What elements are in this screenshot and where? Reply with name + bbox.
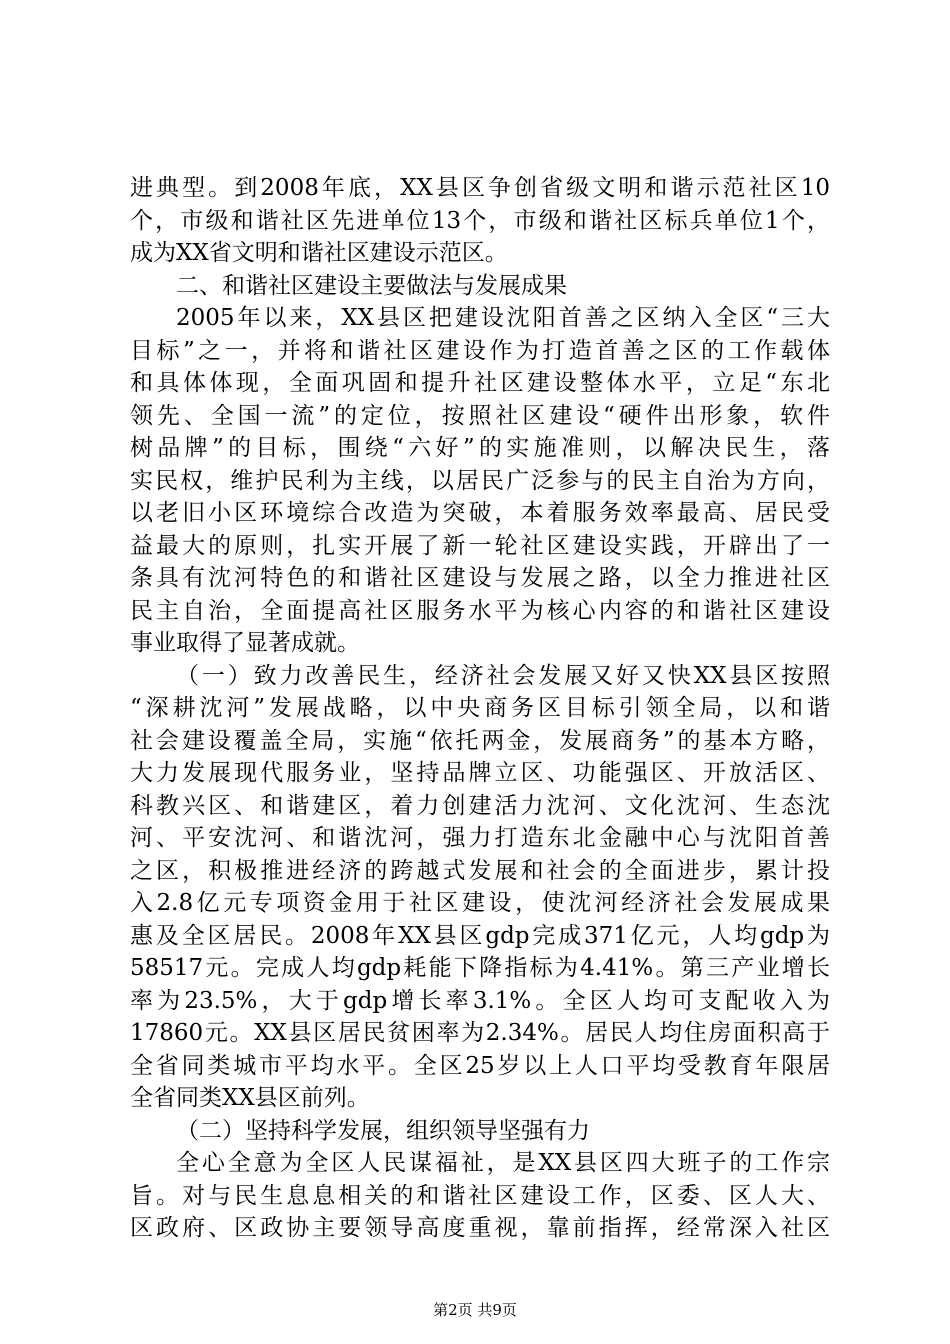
- text-line: 成为XX省文明和谐社区建设示范区。: [130, 240, 508, 266]
- text-line: （二）坚持科学发展，组织领导坚强有力: [176, 1117, 590, 1144]
- text-line: 入2.8亿元专项资金用于社区建设，使沈河经济社会发展成果: [130, 890, 830, 916]
- text-line: 事业取得了显著成就。: [130, 630, 360, 656]
- text-line: 以老旧小区环境综合改造为突破，本着服务效率最高、居民受: [130, 500, 830, 526]
- text-line: 全省同类城市平均水平。全区25岁以上人口平均受教育年限居: [130, 1052, 830, 1079]
- text-line: 社会建设覆盖全局，实施“依托两金，发展商务”的基本方略，: [130, 727, 830, 754]
- text-line: 旨。对与民生息息相关的和谐社区建设工作，区委、区人大、: [130, 1182, 830, 1209]
- text-line: （一）致力改善民生，经济社会发展又好又快XX县区按照: [176, 662, 830, 689]
- text-line: 条具有沈河特色的和谐社区建设与发展之路，以全力推进社区: [130, 565, 830, 591]
- text-line: 2005年以来，XX县区把建设沈阳首善之区纳入全区“三大: [176, 305, 830, 331]
- text-line: 58517元。完成人均gdp耗能下降指标为4.41%。第三产业增长: [130, 955, 830, 981]
- text-line: 全心全意为全区人民谋福祉，是XX县区四大班子的工作宗: [176, 1150, 830, 1176]
- page-footer: 第2页 共9页: [433, 1301, 517, 1319]
- text-line: 实民权，维护民利为主线，以居民广泛参与的民主自治为方向，: [130, 467, 830, 494]
- text-line: 目标”之一，并将和谐社区建设作为打造首善之区的工作载体: [130, 337, 830, 364]
- text-line: 17860元。XX县区居民贫困率为2.34%。居民人均住房面积高于: [130, 1020, 830, 1046]
- text-line: 惠及全区居民。2008年XX县区gdp完成371亿元，人均gdp为: [130, 922, 830, 949]
- text-line: 之区，积极推进经济的跨越式发展和社会的全面进步，累计投: [130, 857, 830, 884]
- text-line: 区政府、区政协主要领导高度重视，靠前指挥，经常深入社区: [130, 1215, 830, 1241]
- text-line: 和具体体现，全面巩固和提升社区建设整体水平，立足“东北: [130, 370, 830, 396]
- body-text: [130, 172, 830, 1245]
- text-line: 全省同类XX县区前列。: [130, 1085, 370, 1111]
- text-line: 率为23.5%，大于gdp增长率3.1%。全区人均可支配收入为: [130, 987, 830, 1014]
- text-line: 河、平安沈河、和谐沈河，强力打造东北金融中心与沈阳首善: [130, 825, 830, 851]
- text-line: 树品牌”的目标，围绕“六好”的实施准则，以解决民生，落: [130, 435, 830, 461]
- text-line: 进典型。到2008年底，XX县区争创省级文明和谐示范社区10: [130, 175, 830, 201]
- text-line: 益最大的原则，扎实开展了新一轮社区建设实践，开辟出了一: [130, 532, 830, 559]
- text-line: 二、和谐社区建设主要做法与发展成果: [176, 272, 567, 299]
- text-line: 科教兴区、和谐建区，着力创建活力沈河、文化沈河、生态沈: [130, 792, 830, 819]
- text-line: 领先、全国一流”的定位，按照社区建设“硬件出形象，软件: [130, 402, 830, 429]
- text-line: “深耕沈河”发展战略，以中央商务区目标引领全局，以和谐: [130, 695, 830, 721]
- text-line: 个，市级和谐社区先进单位13个，市级和谐社区标兵单位1个，: [130, 207, 830, 234]
- text-line: 民主自治，全面提高社区服务水平为核心内容的和谐社区建设: [130, 597, 830, 624]
- text-line: 大力发展现代服务业，坚持品牌立区、功能强区、开放活区、: [130, 760, 830, 786]
